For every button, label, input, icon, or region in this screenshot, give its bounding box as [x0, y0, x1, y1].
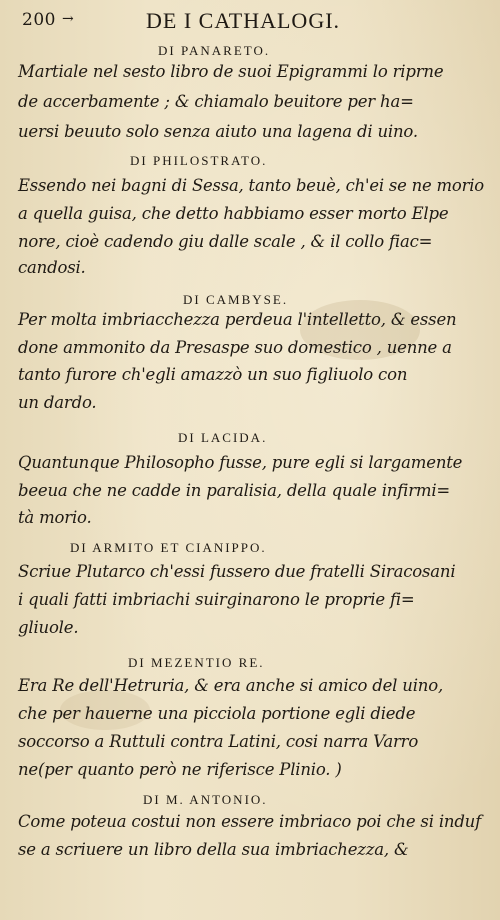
text-line: Scriue Plutarco ch'essi fussero due fratelli Siracosani: [18, 562, 456, 581]
text-line: Per molta imbriacchezza perdeua l'intelletto, & essen: [18, 310, 457, 329]
text-line: gliuole.: [18, 618, 79, 637]
text-line: tanto furore ch'egli amazzò un suo figliuolo con: [18, 365, 408, 384]
text-line: a quella guisa, che detto habbiamo esser morto Elpe: [18, 204, 449, 223]
text-line: che per hauerne una picciola portione egli diede: [18, 704, 416, 723]
text-line: beeua che ne cadde in paralisia, della quale infirmi=: [18, 481, 451, 500]
text-line: Come poteua costui non essere imbriaco poi che si induf: [18, 812, 482, 831]
text-line: un dardo.: [18, 393, 97, 412]
section-heading: DI MEZENTIO RE.: [128, 655, 265, 670]
text-line: i quali fatti imbriachi suirginarono le proprie fi=: [18, 590, 415, 609]
text-line: candosi.: [18, 258, 86, 277]
text-line: tà morio.: [18, 508, 92, 527]
text-line: Martiale nel sesto libro de suoi Epigrammi lo riprne: [18, 62, 444, 81]
running-title: DE I CATHALOGI.: [146, 8, 341, 33]
section-heading: DI PHILOSTRATO.: [130, 153, 268, 168]
page-header: [18, 6, 488, 34]
text-line: ne(per quanto però ne riferisce Plinio. ): [18, 760, 342, 779]
section-heading: DI LACIDA.: [178, 430, 268, 445]
text-line: done ammonito da Presaspe suo domestico , uenne a: [18, 338, 452, 357]
section-heading: DI PANARETO.: [158, 43, 271, 58]
header-arrow: →: [62, 11, 74, 27]
section-heading: DI ARMITO ET CIANIPPO.: [70, 540, 267, 555]
section-heading: DI CAMBYSE.: [183, 292, 289, 307]
text-line: soccorso a Ruttuli contra Latini, cosi narra Varro: [18, 732, 419, 751]
page-number: 200: [22, 10, 56, 30]
text-line: Essendo nei bagni di Sessa, tanto beuè, ch'ei se ne morio: [18, 176, 484, 195]
section-heading: DI M. ANTONIO.: [143, 792, 268, 807]
text-line: Quantunque Philosopho fusse, pure egli si largamente: [18, 453, 463, 472]
text-line: Era Re dell'Hetruria, & era anche si amico del uino,: [18, 676, 443, 695]
text-line: uersi beuuto solo senza aiuto una lagena di uino.: [18, 122, 418, 141]
text-line: nore, cioè cadendo giu dalle scale , & il collo fiac=: [18, 232, 433, 251]
text-line: de accerbamente ; & chiamalo beuitore per ha=: [18, 92, 414, 111]
text-line: se a scriuere un libro della sua imbriachezza, &: [18, 840, 409, 859]
